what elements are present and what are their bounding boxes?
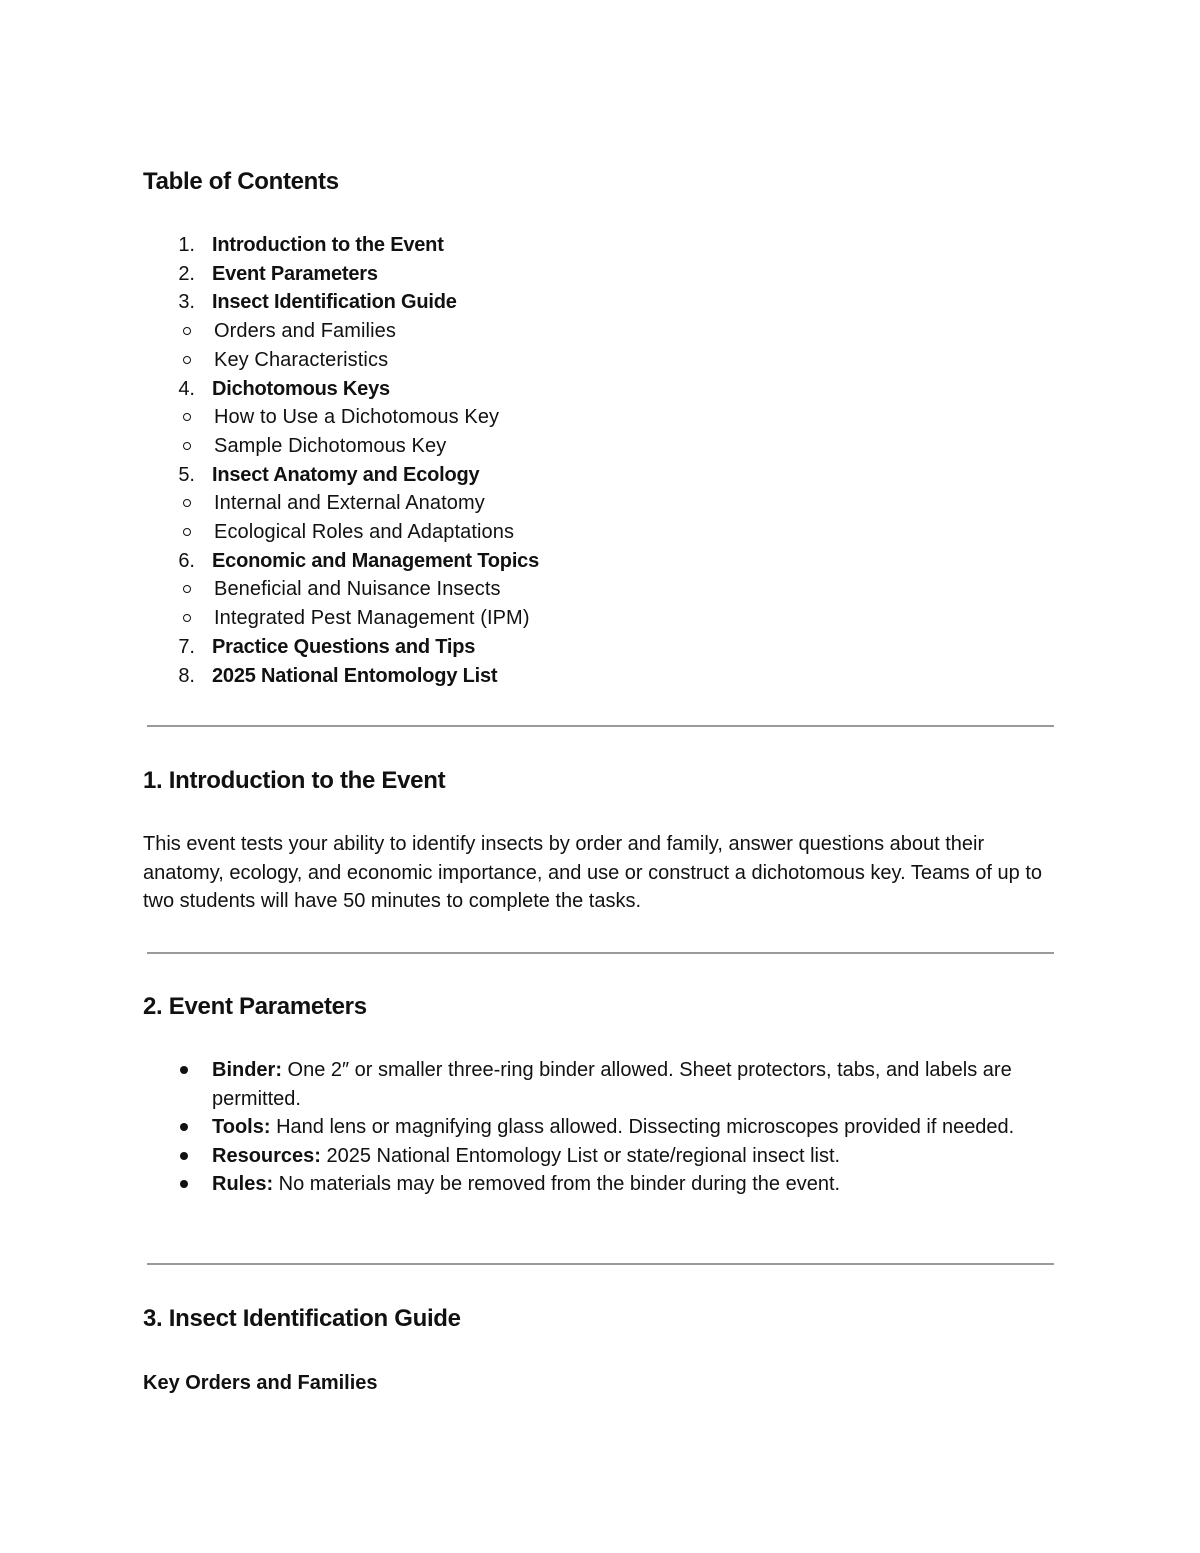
toc-subitem-label: Key Characteristics xyxy=(214,348,389,371)
toc-subitem xyxy=(143,489,1043,518)
bullet-label: Rules: xyxy=(212,1173,274,1195)
bullet-text: 2025 National Entomology List or state/regional insect list. xyxy=(320,1144,841,1167)
list-item xyxy=(143,1142,1055,1171)
toc-label: Economic and Management Topics xyxy=(212,549,540,572)
toc-number: 4. xyxy=(178,377,195,400)
toc-label: Introduction to the Event xyxy=(212,234,444,256)
horizontal-divider xyxy=(147,952,1054,954)
toc-subitem-label: Ecological Roles and Adaptations xyxy=(214,521,515,544)
bullet-text: One 2″ or smaller three-ring binder allowed. Sheet protectors, tabs, and labels are permitted. xyxy=(212,1059,1012,1110)
section-heading-identification-guide: 3. Insect Identification Guide xyxy=(143,1305,461,1332)
section-heading-introduction: 1. Introduction to the Event xyxy=(143,767,446,794)
hollow-circle-bullet-icon xyxy=(183,614,191,622)
toc-item-entomology-list xyxy=(143,662,1043,691)
toc-subitem-label: Integrated Pest Management (IPM) xyxy=(214,607,530,630)
toc-subitem-label: Sample Dichotomous Key xyxy=(214,434,447,457)
subsection-heading-key-orders: Key Orders and Families xyxy=(143,1372,378,1394)
list-item xyxy=(143,1170,1055,1199)
toc-subitem xyxy=(143,432,1043,461)
bullet-text: Hand lens or magnifying glass allowed. Dissecting microscopes provided if needed. xyxy=(270,1116,1015,1138)
event-parameters-list xyxy=(143,1056,1055,1199)
toc-subitem xyxy=(143,403,1043,432)
bullet-text: No materials may be removed from the binder during the event. xyxy=(273,1173,841,1195)
toc-item-anatomy-ecology xyxy=(143,461,1043,490)
toc-label: Event Parameters xyxy=(212,262,378,285)
filled-circle-bullet-icon xyxy=(180,1180,188,1188)
toc-subitem xyxy=(143,346,1043,375)
table-of-contents xyxy=(143,231,1043,690)
toc-item-introduction xyxy=(143,231,1043,260)
toc-number: 8. xyxy=(178,664,195,687)
toc-subitem-label: Orders and Families xyxy=(214,320,396,343)
toc-subitem-label: Internal and External Anatomy xyxy=(214,492,485,515)
toc-label: Insect Identification Guide xyxy=(212,291,457,314)
toc-subitem-label: Beneficial and Nuisance Insects xyxy=(214,578,501,601)
filled-circle-bullet-icon xyxy=(180,1123,188,1131)
hollow-circle-bullet-icon xyxy=(183,413,191,421)
introduction-paragraph: This event tests your ability to identify insects by order and family, answer questions about their anatomy, ecology, and economic importance, and use or construct a dichotomous key. Teams of up to two students will have 50 minutes to complete the tasks. xyxy=(143,833,1043,912)
toc-label: Insect Anatomy and Ecology xyxy=(212,463,480,486)
list-item xyxy=(143,1056,1055,1113)
hollow-circle-bullet-icon xyxy=(183,585,191,593)
toc-label: Dichotomous Keys xyxy=(212,377,390,400)
hollow-circle-bullet-icon xyxy=(183,499,191,507)
horizontal-divider xyxy=(147,1263,1054,1265)
filled-circle-bullet-icon xyxy=(180,1152,188,1160)
toc-subitem xyxy=(143,518,1043,547)
toc-number: 5. xyxy=(178,463,195,486)
bullet-label: Resources: xyxy=(212,1144,321,1167)
toc-number: 6. xyxy=(178,549,195,572)
hollow-circle-bullet-icon xyxy=(183,327,191,335)
hollow-circle-bullet-icon xyxy=(183,442,191,450)
toc-number: 2. xyxy=(178,262,195,285)
toc-item-identification-guide xyxy=(143,288,1043,317)
toc-subitem-label: How to Use a Dichotomous Key xyxy=(214,406,500,429)
toc-number: 3. xyxy=(178,291,195,314)
toc-subitem xyxy=(143,604,1043,633)
toc-label: Practice Questions and Tips xyxy=(212,635,476,658)
bullet-label: Tools: xyxy=(212,1116,271,1138)
toc-item-practice-questions xyxy=(143,633,1043,662)
toc-item-dichotomous-keys xyxy=(143,375,1043,404)
list-item xyxy=(143,1113,1055,1142)
bullet-label: Binder: xyxy=(212,1059,282,1081)
horizontal-divider xyxy=(147,725,1054,727)
section-heading-event-parameters: 2. Event Parameters xyxy=(143,993,367,1020)
filled-circle-bullet-icon xyxy=(180,1066,188,1074)
hollow-circle-bullet-icon xyxy=(183,356,191,364)
toc-label: 2025 National Entomology List xyxy=(212,664,498,687)
hollow-circle-bullet-icon xyxy=(183,528,191,536)
toc-number: 1. xyxy=(178,234,195,256)
toc-number: 7. xyxy=(178,635,195,658)
toc-item-event-parameters xyxy=(143,260,1043,289)
toc-item-economic-management xyxy=(143,547,1043,576)
toc-subitem xyxy=(143,317,1043,346)
toc-subitem xyxy=(143,575,1043,604)
toc-title: Table of Contents xyxy=(143,168,339,195)
